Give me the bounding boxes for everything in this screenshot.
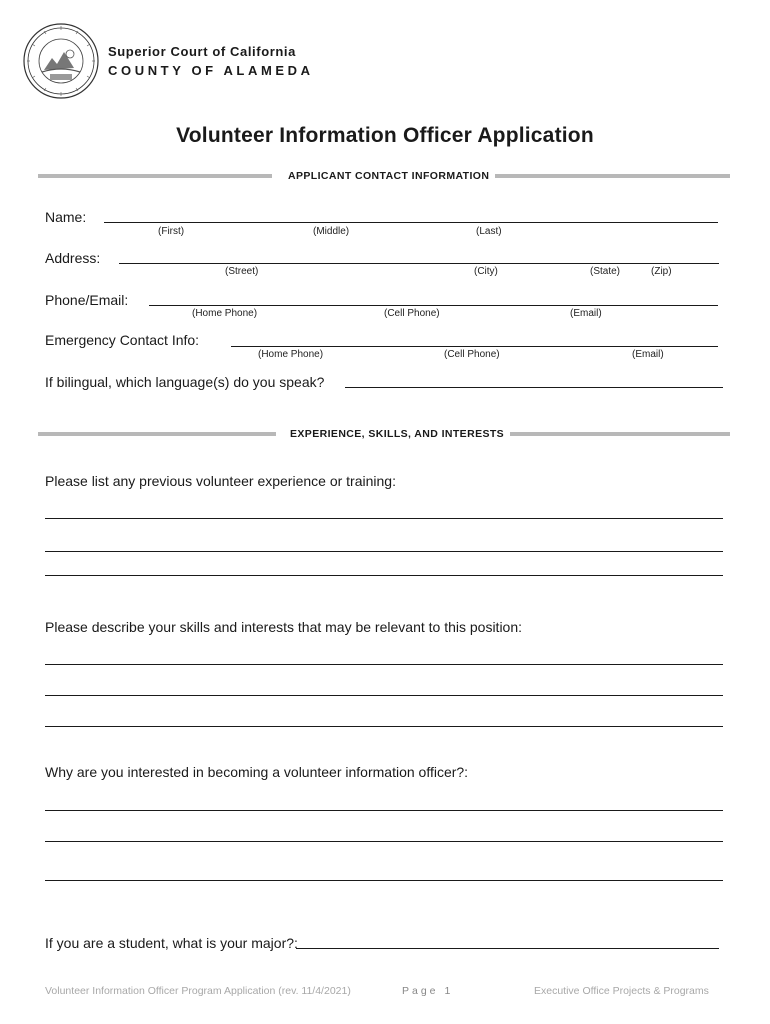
emergency-home-hint: (Home Phone) (258, 349, 324, 360)
footer-office-name: Executive Office Projects & Programs (534, 985, 709, 997)
name-first-hint: (First) (158, 226, 185, 237)
name-label: Name: (45, 209, 87, 225)
phone-email-label: Phone/Email: (45, 292, 129, 308)
emergency-cell-hint: (Cell Phone) (444, 349, 500, 360)
address-label: Address: (45, 250, 101, 266)
why-answer-line-2[interactable] (45, 841, 723, 842)
skills-answer-line-3[interactable] (45, 726, 723, 727)
skills-question: Please describe your skills and interests that may be relevant to this position: (45, 619, 523, 635)
experience-question: Please list any previous volunteer experience or training: (45, 473, 396, 489)
major-label: If you are a student, what is your major?: (45, 935, 298, 951)
section-title-experience: EXPERIENCE, SKILLS, AND INTERESTS (284, 428, 510, 440)
name-middle-hint: (Middle) (313, 226, 350, 237)
why-answer-line-3[interactable] (45, 880, 723, 881)
county-name: COUNTY OF ALAMEDA (108, 63, 314, 78)
page-title: Volunteer Information Officer Application (176, 124, 594, 147)
address-city-hint: (City) (474, 266, 498, 277)
emergency-contact-label: Emergency Contact Info: (45, 332, 200, 348)
skills-answer-line-2[interactable] (45, 695, 723, 696)
footer-form-revision: Volunteer Information Officer Program Application (rev. 11/4/2021) (45, 985, 351, 997)
court-seal-icon (22, 22, 100, 100)
bilingual-field[interactable] (345, 387, 723, 388)
experience-answer-line-2[interactable] (45, 551, 723, 552)
name-last-hint: (Last) (476, 226, 502, 237)
major-field[interactable] (296, 948, 719, 949)
phone-email-field[interactable] (149, 305, 718, 306)
name-field[interactable] (104, 222, 718, 223)
section-divider-contact (38, 170, 730, 182)
why-question: Why are you interested in becoming a volunteer information officer?: (45, 764, 469, 780)
bilingual-label: If bilingual, which language(s) do you speak? (45, 374, 325, 390)
emergency-email-hint: (Email) (632, 349, 664, 360)
court-name: Superior Court of California (108, 44, 296, 59)
address-state-hint: (State) (590, 266, 621, 277)
phone-home-hint: (Home Phone) (192, 308, 258, 319)
phone-email-hint: (Email) (570, 308, 602, 319)
address-street-hint: (Street) (225, 266, 259, 277)
phone-cell-hint: (Cell Phone) (384, 308, 440, 319)
footer-page-number: Page 1 (402, 985, 454, 997)
experience-answer-line-3[interactable] (45, 575, 723, 576)
why-answer-line-1[interactable] (45, 810, 723, 811)
skills-answer-line-1[interactable] (45, 664, 723, 665)
experience-answer-line-1[interactable] (45, 518, 723, 519)
section-title-contact: APPLICANT CONTACT INFORMATION (282, 170, 495, 182)
section-divider-experience (38, 428, 730, 440)
emergency-contact-field[interactable] (231, 346, 718, 347)
address-zip-hint: (Zip) (651, 266, 672, 277)
address-field[interactable] (119, 263, 719, 264)
